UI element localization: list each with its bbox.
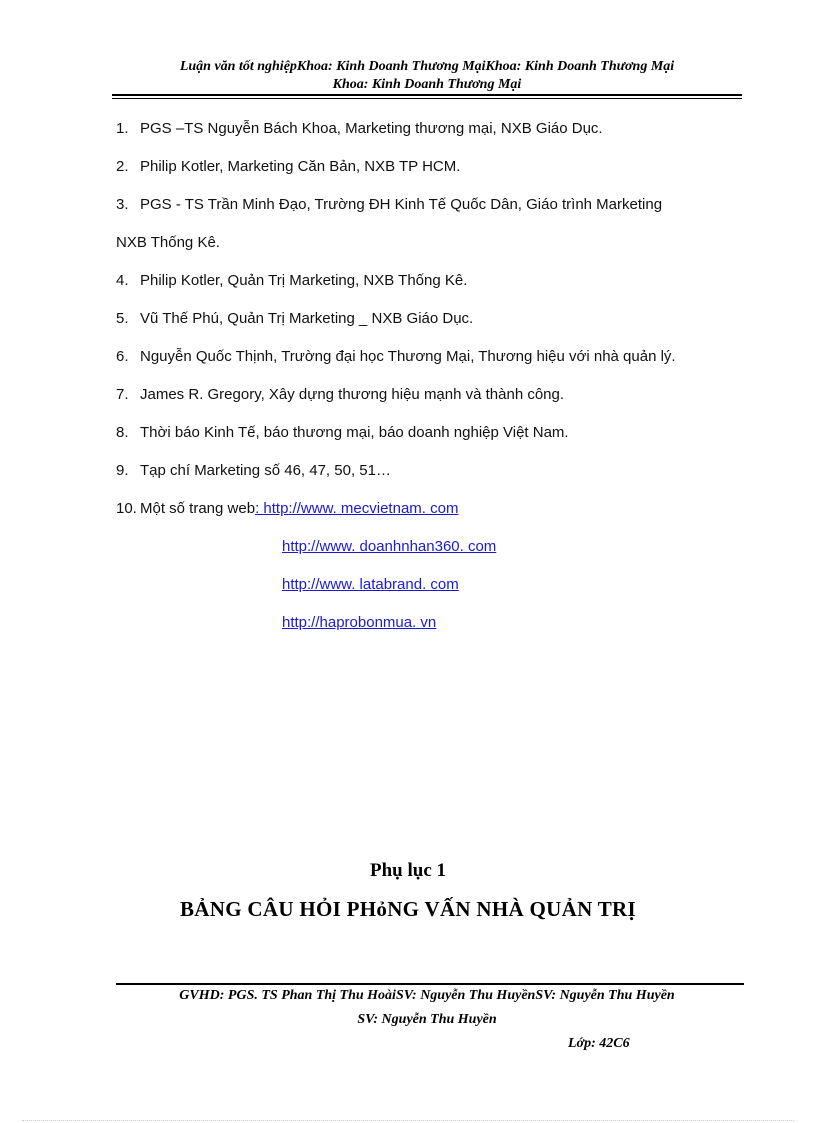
footer-class-label: Lớp: 42C6 xyxy=(568,1036,630,1051)
reference-item xyxy=(116,120,603,138)
reference-text: Vũ Thế Phú, Quản Trị Marketing _ NXB Giáo Dục. xyxy=(140,310,474,327)
reference-item xyxy=(116,424,569,442)
reference-item xyxy=(116,348,676,366)
reference-text: Thời báo Kinh Tế, báo thương mại, báo doanh nghiệp Việt Nam. xyxy=(140,424,569,441)
reference-number: 8. xyxy=(116,424,129,441)
reference-number: 3. xyxy=(116,196,129,213)
page-bottom-edge xyxy=(22,1120,794,1121)
reference-item xyxy=(116,310,473,328)
reference-text: PGS - TS Trần Minh Đạo, Trường ĐH Kinh Tế Quốc Dân, Giáo trình Marketing xyxy=(140,196,663,213)
header-line-1: Luận văn tốt nghiệpKhoa: Kinh Doanh Thương MạiKhoa: Kinh Doanh Thương Mại xyxy=(179,59,675,74)
reference-number: 9. xyxy=(116,462,129,479)
link-row xyxy=(282,614,436,632)
header-divider xyxy=(112,94,742,99)
reference-text: Philip Kotler, Quản Trị Marketing, NXB Thống Kê. xyxy=(140,272,468,289)
website-link-doanhnhan360[interactable]: http://www. doanhnhan360. com xyxy=(282,538,497,555)
reference-text: Nguyễn Quốc Thịnh, Trường đại học Thương Mại, Thương hiệu với nhà quản lý. xyxy=(140,348,676,365)
reference-item xyxy=(116,386,564,404)
footer-student-line: SV: Nguyễn Thu Huyền xyxy=(357,1012,497,1027)
reference-number: 5. xyxy=(116,310,129,327)
reference-text: Một số trang web xyxy=(140,500,256,517)
website-link-haprobonmua[interactable]: http://haprobonmua. vn xyxy=(282,614,437,631)
reference-text: PGS –TS Nguyễn Bách Khoa, Marketing thương mại, NXB Giáo Dục. xyxy=(140,120,603,137)
reference-number: 6. xyxy=(116,348,129,365)
reference-number: 2. xyxy=(116,158,129,175)
website-link-latabrand[interactable]: http://www. latabrand. com xyxy=(282,576,459,593)
link-row xyxy=(282,538,496,556)
link-row xyxy=(282,576,459,594)
appendix-subtitle: BẢNG CÂU HỎI PHỏNG VẤN NHÀ QUẢN TRỊ xyxy=(179,897,636,921)
reference-number: 10. xyxy=(116,500,137,517)
reference-item xyxy=(116,500,458,518)
reference-item xyxy=(116,158,460,176)
reference-item xyxy=(116,462,391,480)
reference-number: 4. xyxy=(116,272,129,289)
footer-divider xyxy=(116,983,744,985)
footer-advisor-line: GVHD: PGS. TS Phan Thị Thu HoàiSV: Nguyễn Thu HuyềnSV: Nguyễn Thu Huyền xyxy=(179,988,675,1003)
reference-text: Tạp chí Marketing số 46, 47, 50, 51… xyxy=(140,462,391,479)
website-link-mecvietnam[interactable]: : http://www. mecvietnam. com xyxy=(255,500,459,517)
page-header xyxy=(112,58,742,94)
reference-item xyxy=(116,272,467,290)
reference-continuation: NXB Thống Kê. xyxy=(116,234,220,251)
header-line-2: Khoa: Kinh Doanh Thương Mại xyxy=(332,77,522,92)
reference-item xyxy=(116,196,662,214)
reference-number: 7. xyxy=(116,386,129,403)
appendix-title: Phụ lục 1 xyxy=(369,860,447,881)
reference-text: James R. Gregory, Xây dựng thương hiệu mạnh và thành công. xyxy=(140,386,565,403)
reference-text: Philip Kotler, Marketing Căn Bản, NXB TP HCM. xyxy=(140,158,461,175)
reference-number: 1. xyxy=(116,120,129,137)
